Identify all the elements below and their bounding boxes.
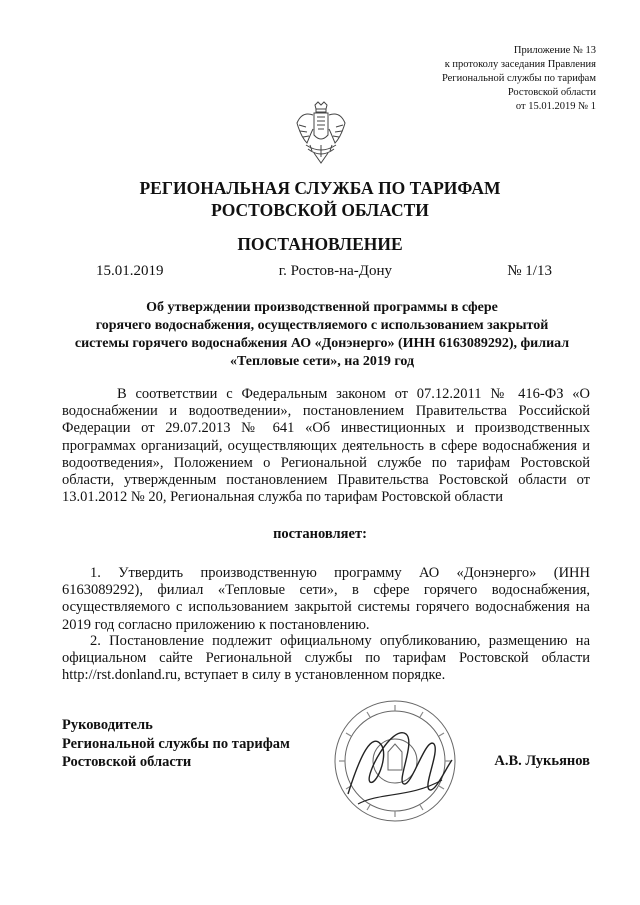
subject-line: «Тепловые сети», на 2019 год — [229, 354, 415, 369]
handwritten-signature-icon — [348, 733, 452, 794]
agency-name-line: РОСТОВСКОЙ ОБЛАСТИ — [211, 200, 429, 220]
appendix-line: Приложение № 13 — [513, 45, 596, 56]
document-place: г. Ростов-на-Дону — [278, 263, 393, 279]
document-date: 15.01.2019 — [96, 263, 164, 279]
appendix-line: от 15.01.2019 № 1 — [515, 101, 596, 112]
appendix-note — [376, 44, 596, 114]
signer-name: А.В. Лукьянов — [494, 753, 590, 769]
signer-title — [62, 716, 290, 772]
document-meta — [96, 263, 552, 280]
appendix-line: Ростовской области — [507, 87, 596, 98]
subject-line: горячего водоснабжения, осуществляемого с использованием закрытой — [95, 318, 549, 333]
coat-of-arms-icon — [294, 101, 348, 165]
appendix-line: Региональной службы по тарифам — [441, 73, 596, 84]
appendix-line: к протоколу заседания Правления — [444, 59, 596, 70]
signer-title-line: Руководитель — [62, 717, 153, 733]
agency-name-line: РЕГИОНАЛЬНАЯ СЛУЖБА ПО ТАРИФАМ — [139, 178, 501, 198]
document-subject — [62, 299, 582, 371]
signer-title-line: Региональной службы по тарифам — [62, 735, 290, 752]
document-type: ПОСТАНОВЛЕНИЕ — [237, 234, 403, 254]
preamble-paragraph: В соответствии с Федеральным законом от 07.12.2011 № 416-ФЗ «О водоснабжении и водоотведении», постановлением Правительства Российской Федерации от 29.07.2013 № 641 «Об инвестиционных и производственных программах организаций, осуществляющих деятельность в сфере водоснабжения и водоотведения», Положением о Региональной службе по тарифам Ростовской области, утвержденным постановлением Правительства Ростовской области от 13.01.2012 № 20, Региональная служба по тарифам Ростовской области — [62, 386, 590, 506]
official-seal-stamp-icon — [330, 696, 460, 826]
signer-title-line: Ростовской области — [62, 754, 192, 770]
subject-line: системы горячего водоснабжения АО «Донэнерго» (ИНН 6163089292), филиал — [74, 336, 570, 351]
subject-line: Об утверждении производственной программы в сфере — [146, 300, 498, 315]
resolves-heading: постановляет: — [273, 526, 367, 542]
clause-2: 2. Постановление подлежит официальному опубликованию, размещению на официальном сайте Региональной службы по тарифам Ростовской области http://rst.donland.ru, вступает в силу в установленном порядке. — [62, 633, 590, 684]
document-number: № 1/13 — [507, 263, 552, 279]
clause-1: 1. Утвердить производственную программу АО «Донэнерго» (ИНН 6163089292), филиал «Тепловые сети», в сфере горячего водоснабжения, осуществляемого с использованием закрытой системы горячего водоснабжения на 2019 год согласно приложению к постановлению. — [62, 565, 590, 633]
agency-name — [0, 177, 640, 221]
